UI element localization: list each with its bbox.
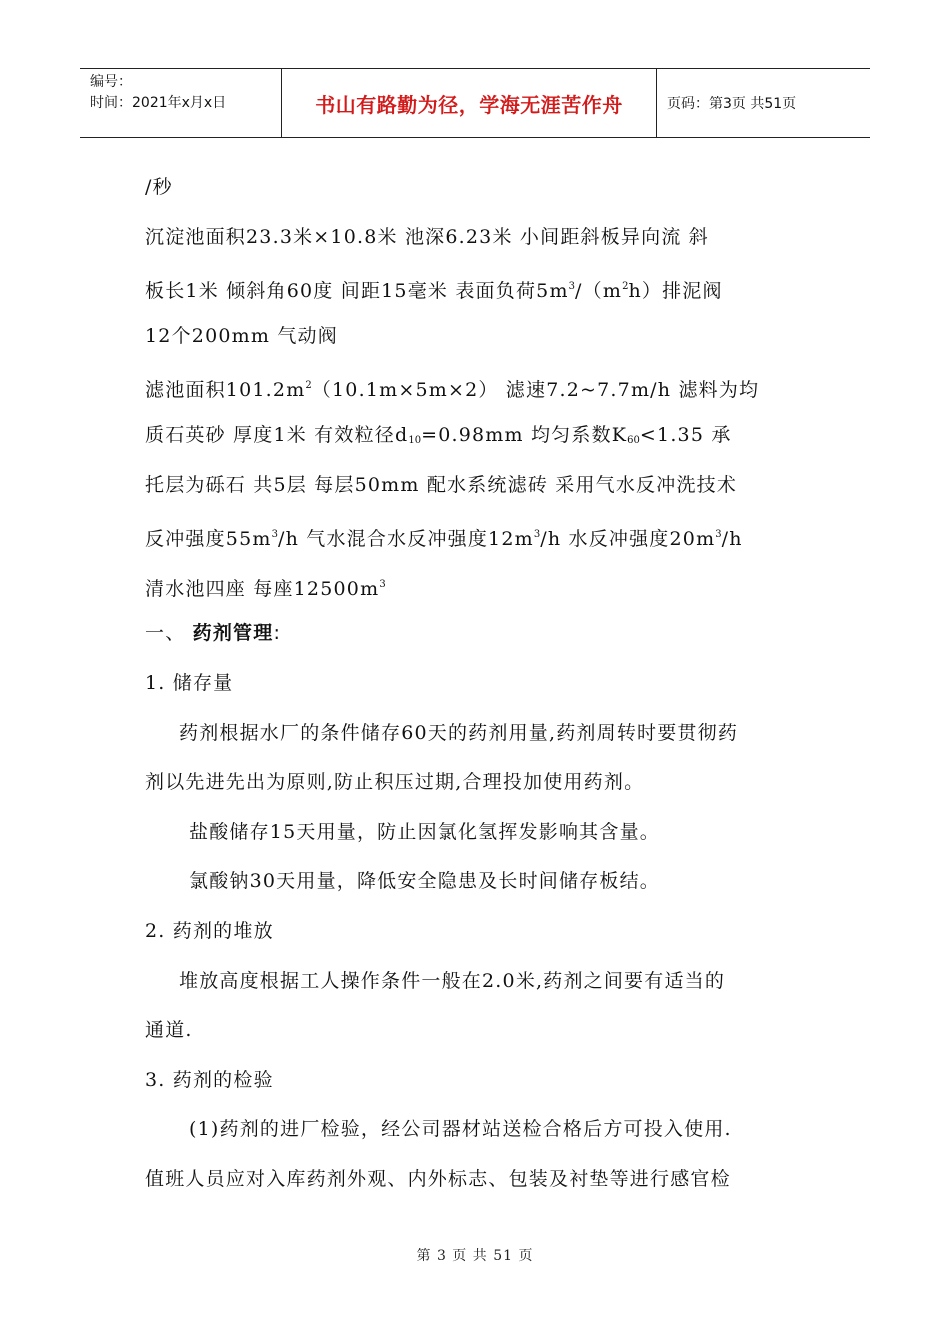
page-header: [80, 68, 870, 138]
text-line: 通道.: [145, 1019, 193, 1042]
text-line: 堆放高度根据工人操作条件一般在2.0米,药剂之间要有适当的: [179, 969, 726, 992]
date-label: 时间：2021年x月x日: [90, 95, 227, 111]
text-line: 滤池面积$101.2m^2(10.1m\times 5m\times 2)$ 滤速7.2~7.7m/h 滤料为均: [145, 379, 760, 402]
subsection-heading: 3. 药剂的检验: [145, 1068, 274, 1091]
text-line: 盐酸储存15天用量，防止因氯化氢挥发影响其含量。: [189, 820, 660, 843]
subsection-heading: 1. 储存量: [145, 671, 234, 694]
header-page-info: 页码：第3页 共51页: [667, 96, 797, 112]
subsection-heading: 2. 药剂的堆放: [145, 919, 274, 942]
header-motto: 书山有路勤为径，学海无涯苦作舟: [282, 69, 657, 137]
text-line: 清水池四座 每座$12500m^3$: [145, 577, 386, 600]
page-footer: 第 3 页 共 51 页: [416, 1248, 534, 1264]
text-line: 氯酸钠30天用量，降低安全隐患及长时间储存板结。: [189, 870, 660, 893]
text-line: 12个200mm 气动阀: [145, 324, 338, 347]
text-line: /秒: [145, 176, 173, 198]
text-line: (1)药剂的进厂检验，经公司器材站送检合格后方可投入使用.: [189, 1118, 732, 1141]
document-body: [145, 163, 810, 1204]
text-line: 反冲强度$55m^3/h$ 气水混合水反冲强度$12m^3/h$ 水反冲强度$20m^3/h$: [145, 528, 743, 551]
header-meta: [80, 69, 282, 137]
text-line: 药剂根据水厂的条件储存60天的药剂用量,药剂周转时要贯彻药: [179, 721, 739, 744]
section-heading: 一、 药剂管理:: [145, 622, 282, 645]
doc-number-label: 编号：: [90, 74, 132, 90]
text-line: 板长1米 倾斜角60度 间距15毫米 表面负荷$5m^3/(m^2h)$排泥阀: [145, 280, 723, 303]
text-line: 剂以先进先出为原则,防止积压过期,合理投加使用药剂。: [145, 771, 645, 794]
text-line: 质石英砂 厚度1米 有效粒径$d_{10}=0.98mm$ 均匀系数$K_{60}<1.35$ 承: [145, 423, 732, 446]
text-line: 值班人员应对入库药剂外观、内外标志、包装及衬垫等进行感官检: [145, 1167, 731, 1190]
text-line: 托层为砾石 共5层 每层50mm 配水系统滤砖 采用气水反冲洗技术: [145, 473, 738, 496]
text-line: 沉淀池面积23.3米×10.8米 池深6.23米 小间距斜板异向流 斜: [145, 225, 709, 248]
